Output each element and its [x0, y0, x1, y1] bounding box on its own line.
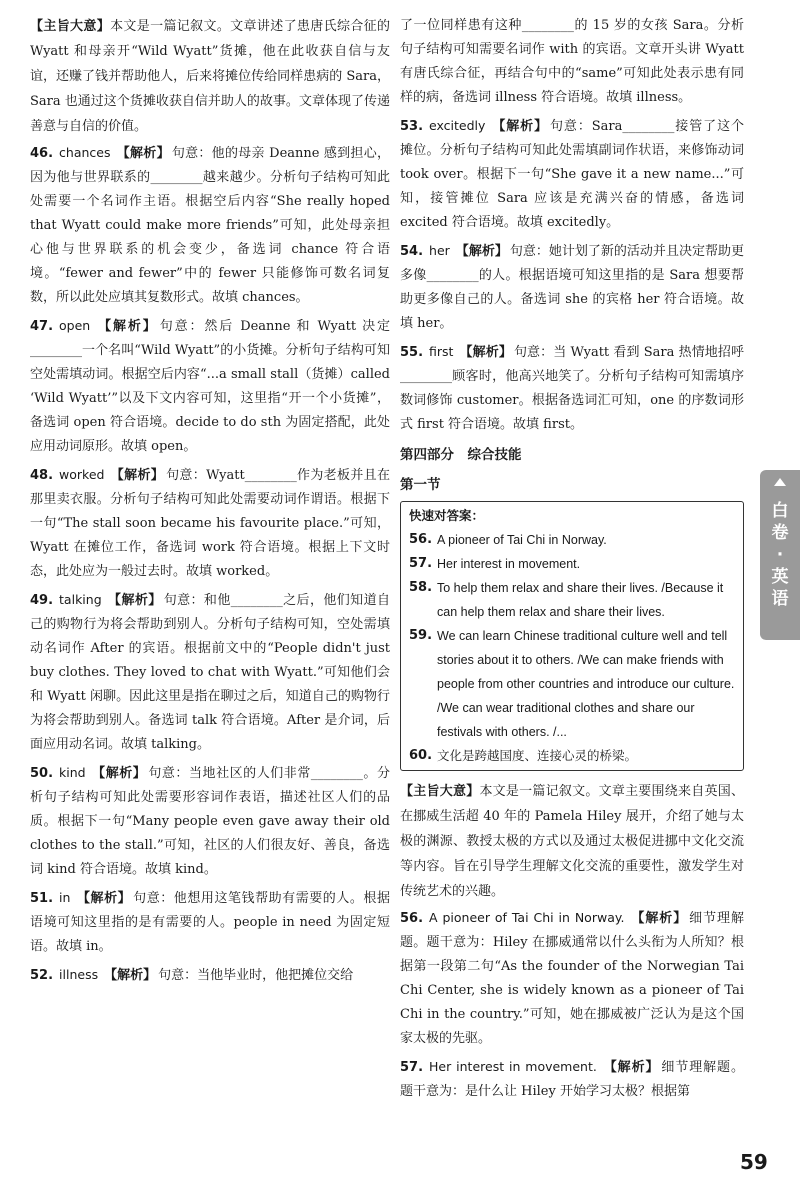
side-tab-char: 语	[771, 589, 789, 609]
item-number: 49.	[30, 593, 54, 608]
quick-answer-text: A pioneer of Tai Chi in Norway.	[437, 533, 607, 547]
answer-item-57	[400, 1055, 744, 1104]
answer-item-46	[30, 141, 390, 310]
item-text: 句意：当他毕业时，他把摊位交给	[158, 968, 354, 983]
item-text: 细节理解题。题干意为：是什么让 Hiley 开始学习太极？根据第	[400, 1060, 744, 1099]
answer-item-47	[30, 314, 390, 459]
quick-answer-row	[409, 624, 735, 744]
item-number: 56.	[409, 532, 433, 547]
quick-answer-text: We can learn Chinese traditional culture well and tell stories about it to others. /We can make friends with people from other countries and introduce our culture. /We can wear traditional clothes and share our festivals with others. /...	[437, 629, 735, 739]
quick-answer-text: Her interest in movement.	[437, 557, 581, 571]
side-tab-label	[760, 470, 800, 640]
item-tag: 【解析】	[91, 766, 147, 781]
item-text: 了一位同样患有这种________的 15 岁的女孩 Sara。分析句子结构可知需要名词作 with 的宾语。文章开头讲 Wyatt 有唐氏综合征，再结合句中的“same”可知此处表示患有同样的病，备选词 illness 符合语境。故填 illness。	[400, 18, 744, 105]
quick-answer-box	[400, 501, 744, 771]
item-tag: 【解析】	[455, 244, 508, 259]
answer-item-52	[30, 963, 390, 988]
item-text: 句意：当 Wyatt 看到 Sara 热情地招呼________顾客时，他高兴地笑了。分析句子结构可知需填序数词修饰 customer。根据备选词汇可知，one 的序数词形式 first 符合语境。故填 first。	[400, 345, 744, 432]
item-answer: kind	[59, 765, 86, 780]
item-number: 53.	[400, 119, 424, 134]
summary-paragraph	[30, 14, 390, 139]
item-text: 细节理解题。题干意为：Hiley 在挪威通常以什么头衔为人所知？根据第一段第二句“As the founder of the Norwegian Tai Chi Center, she is widely known as a pioneer of Tai Chi in the country.”可知，她在挪威被广泛认为是这个国家太极的先驱。	[400, 911, 744, 1046]
item-tag: 【解析】	[630, 911, 688, 926]
item-text: 句意：他想用这笔钱帮助有需要的人。根据语境可知这里指的是有需要的人。people in need 为固定短语。故填 in。	[30, 891, 390, 954]
item-answer: illness	[59, 967, 99, 982]
answer-item-48	[30, 463, 390, 584]
quick-answer-text: 文化是跨越国度、连接心灵的桥梁。	[437, 749, 638, 763]
item-answer: worked	[59, 467, 105, 482]
item-tag: 【解析】	[459, 345, 512, 360]
quick-answer-row	[409, 552, 735, 576]
item-number: 51.	[30, 891, 54, 906]
answer-item-50	[30, 761, 390, 882]
item-text: 句意：他的母亲 Deanne 感到担心，因为他与世界联系的________越来越少。分析句子结构可知此处需要一个名词作主语。根据空后内容“She really hoped that Wyatt could make more friends”可知，此处母亲担心他与世界联系的机会变少，备选词 chance 符合语境。“fewer and fewer”中的 fewer 只能修饰可数名词复数，所以此处应填其复数形式。故填 chances。	[30, 146, 390, 305]
item-number: 52.	[30, 968, 54, 983]
quick-answer-row	[409, 576, 735, 624]
summary-text: 本文是一篇记叙文。文章主要围绕来自英国、在挪威生活超 40 年的 Pamela Hiley 展开，介绍了她与太极的渊源、教授太极的方式以及通过太极促进挪中文化交流等内容。旨在引导学生理解文化交流的重要性，激发学生对传统艺术的兴趣。	[400, 784, 744, 899]
item-text: 句意：然后 Deanne 和 Wyatt 决定________一个名叫“Wild Wyatt”的小货摊。分析句子结构可知空处需填动词。根据空后内容“...a small stall（货摊）called ‘Wild Wyatt’”以及下文内容可知，这里指“开一个小货摊”，备选词 open 符合语境。decide to do sth 为固定搭配，此处应用动词原形。故填 open。	[30, 319, 390, 454]
quick-answer-row	[409, 528, 735, 552]
item-tag: 【解析】	[110, 468, 165, 483]
item-answer: first	[429, 344, 454, 359]
item-number: 57.	[400, 1060, 424, 1075]
item-tag: 【解析】	[76, 891, 132, 906]
item-text: 句意：她计划了新的活动并且决定帮助更多像________的人。根据语境可知这里指的是 Sara 想要帮助更多像自己的人。备选词 she 的宾格 her 符合语境。故填 her。	[400, 244, 744, 331]
side-tab-char: 英	[771, 567, 789, 587]
item-tag: 【解析】	[96, 319, 158, 334]
quick-answer-row	[409, 744, 735, 768]
item-number: 59.	[409, 628, 433, 643]
answer-item-53	[400, 114, 744, 235]
side-tab-char: 白	[771, 501, 789, 521]
item-text: 句意：当地社区的人们非常________。分析句子结构可知此处需要形容词作表语，描述社区人们的品质。根据下一句“Many people even gave away their old clothes to the stall.”可知，社区的人们很友好、善良，备选词 kind 符合语境。故填 kind。	[30, 766, 390, 877]
summary-tag: 【主旨大意】	[30, 19, 111, 34]
item-number: 58.	[409, 580, 433, 595]
quick-answer-text: To help them relax and share their lives. /Because it can help them relax and share their lives.	[437, 581, 724, 619]
item-answer: talking	[59, 592, 102, 607]
section-title: 第四部分 综合技能	[400, 447, 522, 463]
answer-item-49	[30, 588, 390, 757]
item-text: 句意：和他________之后，他们知道自己的购物行为将会帮助到别人。分析句子结构可知，空处需填动名词作 After 的宾语。根据前文中的“People didn't just buy clothes. They loved to chat with Wyatt.”可知他们会和 Wyatt 闲聊。因此这里是指在聊过之后，知道自己的购物行为将会帮助到别人。备选词 talk 符合语境。After 是介词，后面应用动名词。故填 talking。	[30, 593, 390, 752]
side-tab-char: ·	[776, 545, 784, 565]
right-column	[400, 14, 744, 1108]
item-answer: chances	[59, 145, 111, 160]
subsection-title: 第一节	[400, 477, 441, 493]
item-answer: open	[59, 318, 91, 333]
answer-item-56	[400, 906, 744, 1051]
answer-item-55	[400, 340, 744, 437]
item-text: 句意：Wyatt________作为老板并且在那里卖衣服。分析句子结构可知此处需要动词作谓语。根据下一句“The stall soon became his favourite place.”可知，Wyatt 在摊位工作，备选词 work 符合语境。根据上下文时态，此处应为一般过去时。故填 worked。	[30, 468, 390, 579]
item-number: 47.	[30, 319, 54, 334]
item-number: 57.	[409, 556, 433, 571]
summary-tag: 【主旨大意】	[400, 784, 480, 799]
answer-item-54	[400, 239, 744, 336]
summary-text: 本文是一篇记叙文。文章讲述了患唐氏综合征的 Wyatt 和母亲开“Wild Wyatt”货摊，他在此收获自信与友谊，还赚了钱并帮助他人，后来将摊位传给同样患病的 Sara，Sara 也通过这个货摊收获自信并助人的故事。文章体现了传递善意与自信的价值。	[30, 19, 390, 134]
item-tag: 【解析】	[602, 1060, 660, 1075]
item-answer: her	[429, 243, 450, 258]
item-answer: excitedly	[429, 118, 486, 133]
item-answer: Her interest in movement.	[429, 1059, 597, 1074]
item-number: 50.	[30, 766, 54, 781]
answer-item-51	[30, 886, 390, 959]
item-number: 56.	[400, 911, 424, 926]
side-tab-char: 卷	[771, 523, 789, 543]
item-number: 46.	[30, 146, 54, 161]
answer-item-52-continued	[400, 14, 744, 110]
item-tag: 【解析】	[107, 593, 162, 608]
left-column	[30, 14, 390, 992]
summary-paragraph-2	[400, 779, 744, 904]
item-number: 60.	[409, 748, 433, 763]
item-number: 54.	[400, 244, 424, 259]
item-answer: A pioneer of Tai Chi in Norway.	[429, 910, 625, 925]
quick-answer-heading: 快速对答案：	[409, 508, 485, 523]
item-number: 48.	[30, 468, 54, 483]
item-answer: in	[59, 890, 71, 905]
page-number: 59	[740, 1150, 768, 1174]
item-tag: 【解析】	[116, 146, 170, 161]
arrow-up-icon	[774, 478, 786, 486]
item-number: 55.	[400, 345, 424, 360]
item-tag: 【解析】	[491, 119, 549, 134]
item-tag: 【解析】	[104, 968, 157, 983]
item-text: 句意：Sara________接管了这个摊位。分析句子结构可知此处需填副词作状语，来修饰动词 took over。根据下一句“She gave it a new name...”可知，接管摊位 Sara 应该是充满兴奋的情感，备选词 excited 符合语境。故填 excitedly。	[400, 119, 744, 230]
